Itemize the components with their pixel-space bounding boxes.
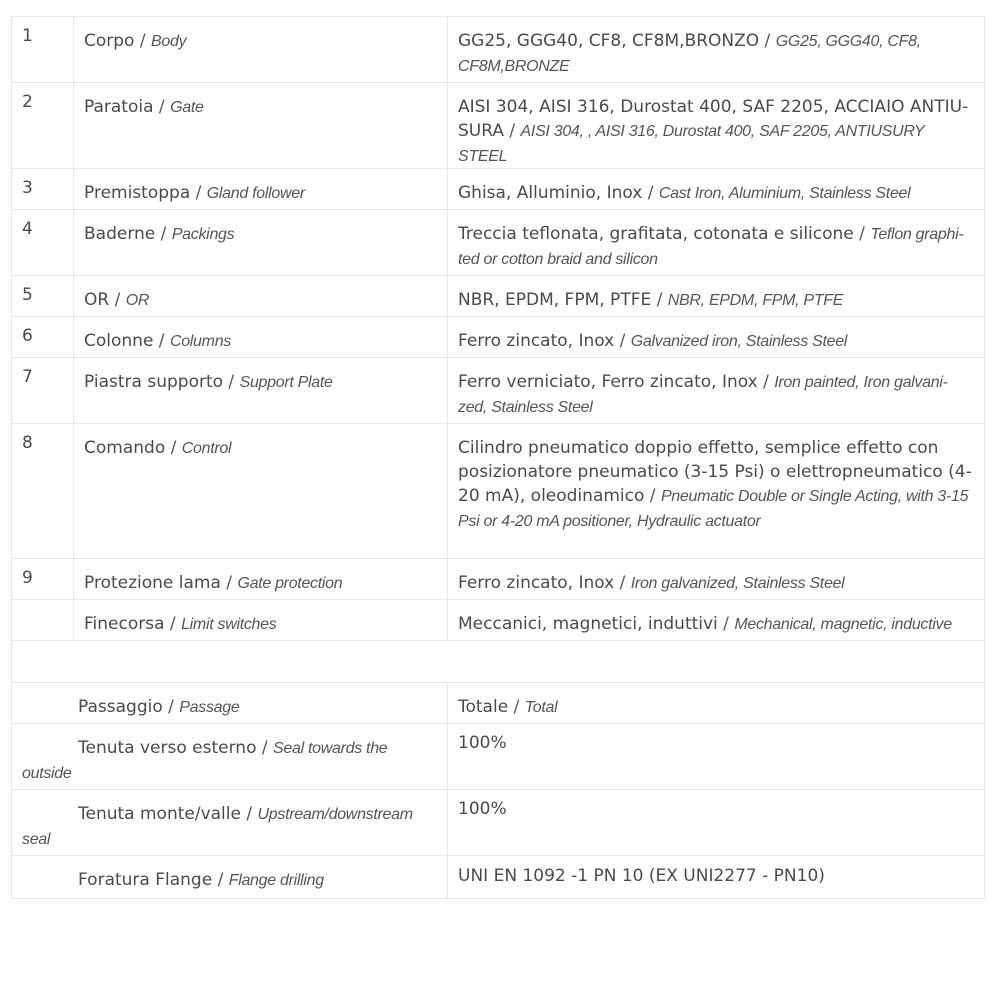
property-row xyxy=(12,724,984,790)
component-name-en: Body xyxy=(151,33,187,50)
property-name xyxy=(12,790,448,855)
property-name-it: Passaggio xyxy=(78,697,163,717)
property-value xyxy=(448,856,984,898)
component-row xyxy=(12,317,984,358)
material-en: Cast Iron, Aluminium, Stainless Steel xyxy=(658,185,911,202)
component-name xyxy=(74,17,448,82)
property-name-en: Flange drilling xyxy=(228,872,324,889)
material-it: Cilindro pneumatico doppio effetto, semplice effetto con posizionatore pneumatico (3-15 Psi) o elettropneumatico (4-20 mA), oleodinamico xyxy=(458,438,972,506)
component-number: 3 xyxy=(12,169,74,209)
component-row xyxy=(12,83,984,169)
component-number: 5 xyxy=(12,276,74,316)
material-en: NBR, EPDM, FPM, PTFE xyxy=(667,292,844,309)
material-it: AISI 304, AISI 316, Durostat 400, SAF 2205, ACCIAIO ANTIU-SURA xyxy=(458,97,969,141)
property-row xyxy=(12,683,984,724)
separator: / xyxy=(190,183,207,203)
property-name-it: Tenuta monte/valle xyxy=(78,804,241,824)
separator: / xyxy=(240,804,258,824)
component-material xyxy=(448,559,984,599)
component-name-en: Support Plate xyxy=(239,374,333,391)
property-name xyxy=(12,856,448,898)
separator: / xyxy=(134,31,151,51)
component-row xyxy=(12,424,984,559)
separator: / xyxy=(153,331,170,351)
property-value-en: Total xyxy=(524,699,558,716)
component-row xyxy=(12,169,984,210)
component-name-it: Corpo xyxy=(84,31,135,51)
property-name-en: Upstream/downstream seal xyxy=(22,806,413,848)
material-en: Teflon graphi-ted or cotton braid and silicon xyxy=(458,226,964,268)
property-name xyxy=(12,683,448,723)
separator: / xyxy=(614,331,631,351)
material-it: Ferro zincato, Inox xyxy=(458,573,615,593)
component-number xyxy=(12,600,74,640)
property-value-it: Totale xyxy=(458,697,509,717)
component-name-it: Colonne xyxy=(84,331,154,351)
separator: / xyxy=(853,224,871,244)
component-material xyxy=(448,210,984,275)
material-it: Ferro zincato, Inox xyxy=(458,331,615,351)
component-name-en: Limit switches xyxy=(181,616,277,633)
component-name-it: Protezione lama xyxy=(84,573,221,593)
component-name-en: OR xyxy=(125,292,150,309)
component-number: 7 xyxy=(12,358,74,423)
component-material xyxy=(448,600,984,640)
component-row xyxy=(12,358,984,424)
property-value-it: 100% xyxy=(458,799,507,819)
material-it: Ghisa, Alluminio, Inox xyxy=(458,183,643,203)
property-name-en: Passage xyxy=(179,699,240,716)
property-value xyxy=(448,790,984,855)
component-name xyxy=(74,600,448,640)
components-section xyxy=(12,17,984,641)
separator: / xyxy=(164,614,182,634)
property-row xyxy=(12,856,984,899)
property-name xyxy=(12,724,448,789)
component-name-en: Columns xyxy=(169,333,231,350)
component-name-it: Premistoppa xyxy=(84,183,191,203)
component-name xyxy=(74,559,448,599)
material-en: Mechanical, magnetic, inductive xyxy=(734,616,952,633)
separator: / xyxy=(757,372,775,392)
component-material xyxy=(448,169,984,209)
component-name xyxy=(74,210,448,275)
component-name-it: Comando xyxy=(84,438,166,458)
component-name-it: Piastra supporto xyxy=(84,372,224,392)
material-it: Treccia teflonata, grafitata, cotonata e silicone xyxy=(458,224,854,244)
component-row xyxy=(12,276,984,317)
property-name-it: Foratura Flange xyxy=(78,870,213,890)
component-name-en: Control xyxy=(181,440,232,457)
property-value-it: 100% xyxy=(458,733,507,753)
separator: / xyxy=(504,121,521,141)
component-name xyxy=(74,317,448,357)
component-row xyxy=(12,600,984,641)
component-name-it: Baderne xyxy=(84,224,156,244)
component-number: 2 xyxy=(12,83,74,168)
properties-section xyxy=(12,683,984,899)
material-it: NBR, EPDM, FPM, PTFE xyxy=(458,290,652,310)
component-number: 9 xyxy=(12,559,74,599)
separator: / xyxy=(212,870,229,890)
separator: / xyxy=(256,738,274,758)
component-name-it: OR xyxy=(84,290,110,310)
separator: / xyxy=(759,31,776,51)
separator: / xyxy=(223,372,240,392)
component-name-it: Paratoia xyxy=(84,97,154,117)
separator: / xyxy=(162,697,180,717)
property-value xyxy=(448,724,984,789)
component-material xyxy=(448,17,984,82)
component-number: 8 xyxy=(12,424,74,558)
separator: / xyxy=(155,224,172,244)
separator: / xyxy=(614,573,631,593)
component-name xyxy=(74,358,448,423)
separator: / xyxy=(153,97,171,117)
component-name-en: Packings xyxy=(171,226,235,243)
material-en: Iron galvanized, Stainless Steel xyxy=(630,575,845,592)
component-number: 4 xyxy=(12,210,74,275)
material-en: Galvanized iron, Stainless Steel xyxy=(630,333,848,350)
material-en: AISI 304, , AISI 316, Durostat 400, SAF 2205, ANTIUSURY STEEL xyxy=(458,123,925,165)
component-row xyxy=(12,210,984,276)
separator: / xyxy=(644,486,661,506)
component-name-en: Gate protection xyxy=(237,575,343,592)
component-material xyxy=(448,83,984,168)
component-name xyxy=(74,169,448,209)
component-number: 6 xyxy=(12,317,74,357)
component-name xyxy=(74,276,448,316)
separator: / xyxy=(717,614,735,634)
specification-table xyxy=(11,16,985,899)
component-row xyxy=(12,559,984,600)
material-en: Iron painted, Iron galvani-zed, Stainless Steel xyxy=(458,374,948,416)
component-material xyxy=(448,424,984,558)
component-name-it: Finecorsa xyxy=(84,614,165,634)
property-value xyxy=(448,683,984,723)
material-it: Ferro verniciato, Ferro zincato, Inox xyxy=(458,372,758,392)
component-name-en: Gland follower xyxy=(206,185,305,202)
property-name-en: Seal towards the outside xyxy=(22,740,388,782)
component-material xyxy=(448,358,984,423)
material-it: Meccanici, magnetici, induttivi xyxy=(458,614,718,634)
material-en: Pneumatic Double or Single Acting, with 3-15 Psi or 4-20 mA positioner, Hydraulic actuator xyxy=(458,488,969,530)
separator: / xyxy=(109,290,126,310)
material-en: GG25, GGG40, CF8, CF8M,BRONZE xyxy=(458,33,921,75)
component-name-en: Gate xyxy=(170,99,204,116)
separator: / xyxy=(508,697,525,717)
property-row xyxy=(12,790,984,856)
separator: / xyxy=(642,183,659,203)
component-name xyxy=(74,83,448,168)
component-material xyxy=(448,317,984,357)
section-spacer xyxy=(12,641,984,683)
separator: / xyxy=(651,290,668,310)
component-name xyxy=(74,424,448,558)
property-value-it: UNI EN 1092 -1 PN 10 (EX UNI2277 - PN10) xyxy=(458,866,825,886)
separator: / xyxy=(220,573,238,593)
separator: / xyxy=(165,438,182,458)
component-number: 1 xyxy=(12,17,74,82)
property-name-it: Tenuta verso esterno xyxy=(78,738,257,758)
component-row xyxy=(12,17,984,83)
component-material xyxy=(448,276,984,316)
material-it: GG25, GGG40, CF8, CF8M,BRONZO xyxy=(458,31,760,51)
